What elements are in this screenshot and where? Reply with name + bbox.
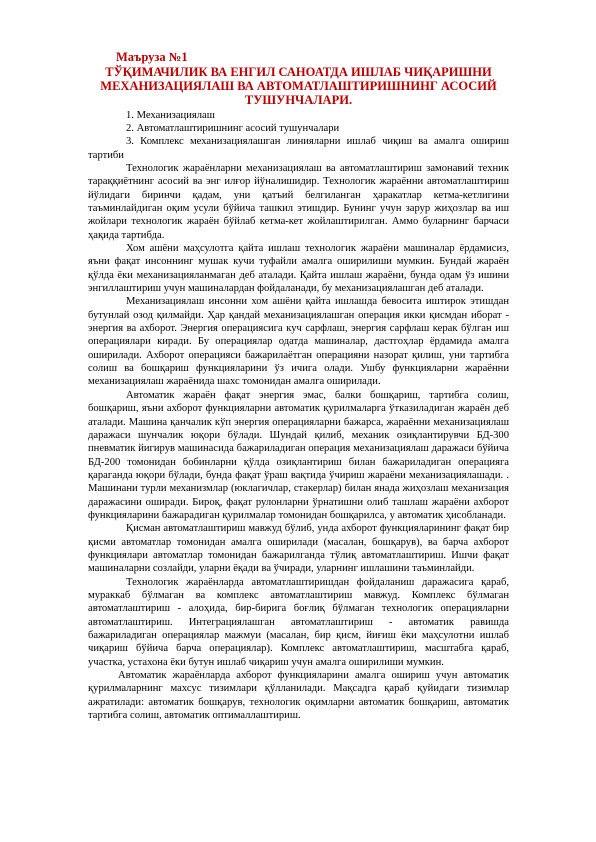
lecture-number: Маъруза №1 (116, 50, 188, 64)
lecture-title: ТЎҚИМАЧИЛИК ВА ЕНГИЛ САНОАТДА ИШЛАБ ЧИҚАРИШНИ МЕХАНИЗАЦИЯЛАШ ВА АВТОМАТЛАШТИРИШНИНГ АСОСИЙ ТУШУНЧАЛАРИ. (100, 65, 497, 108)
outline-item: 2. Автоматлаштиришнинг асосий тушунчалари (126, 122, 340, 134)
outline-item: 3. Комплекс механизациялашган линияларни ишлаб чиқиш ва амалга ошириш тартиби (88, 136, 509, 161)
paragraph: Автоматик жараёнларда ахборот функцияларини амалга ошириш учун автоматик қурилмаларнинг махсус тизимлари қўлланилади. Мақсадга қараб қуйидаги тизимлар ажратилади: автоматик бошқарув, технологик оқимларни автоматик бошқариш, автоматик тартибга солиш, автоматик оптималлаштириш. (88, 670, 509, 722)
document-page (88, 50, 509, 722)
paragraph: Автоматик жараён фақат энергия эмас, балки бошқариш, тартибга солиш, бошқариш, яъни ахборот функцияларни автоматик қурилмаларга ўтказиладиган жараён деб аталади. Машина қанчалик кўп энергия операцияларни бажарса, жараённи механизациялаш даражаси шунчалик юқори бўлади. Шундай қилиб, механик озиқлантирувчи БД-300 пневматик йигирув машинасида бажариладиган операция механизациялаш даражаси бўйича БД-200 томонидан бобинларни қўлда озиқлантириш билан бажариладиган операцияга қараганда юқори бўлади, бунда фақат ўраш вақтида ўчириш жараёни механизациялашади. . Машинани турли механизмлар (юклагичлар, стакерлар) билан янада жиҳозлаш механизация даражасини оширади. Бироқ, фақат рулонларни ўрнатишни олиб ташлаш жараёни ахборот функцияларини бажарадиган қурилмалар томонидан бошқарилса, у автоматик ҳисобланади. (88, 389, 509, 521)
paragraph: Хом ашёни маҳсулотга қайта ишлаш технологик жараёни машиналар ёрдамисиз, яъни фақат инсоннинг мушак кучи туфайли амалга оширилиши мумкин. Бундай жараён қўлда ёки механизацияланмаган деб аталади. Қайта ишлаш жараёни, бунда одам ўз ишини энгиллаштириш учун машиналардан фойдаланади, бу механизациялашган деб аталади. (88, 243, 509, 295)
paragraph: Механизациялаш инсонни хом ашёни қайта ишлашда бевосита иштирок этишдан бутунлай озод қилмайди. Ҳар қандай механизациялашган операция икки қисмдан иборат - энергия ва ахборот. Энергия операциясига куч сарфлаш, энергия сарфлаш керак бўлган иш операциялари киради. Бу операциялар одатда машиналар, дастгоҳлар ёрдамида амалга оширилади. Ахборот операцияси бажарилаётган операцияни назорат қилиш, уни тартибга солиш ва бошқариш функцияларини ўз ичига олади. Ушбу функцияларни жараённи механизациялаш жараёнида шахс томонидан амалга оширилади. (88, 296, 509, 388)
topic-outline (88, 109, 509, 162)
paragraph: Қисман автоматлаштириш мавжуд бўлиб, унда ахборот функцияларининг фақат бир қисми автоматлар томонидан амалга оширилади (масалан, бошқарув), ва барча ахборот функциялари автоматлар томонидан бажарилганда тўлиқ автоматлаштириш. Ишчи фақат машиналарни созлайди, уларни ёқади ва ўчиради, уларнинг ишлашини таъминлайди. (88, 523, 509, 575)
outline-item: 1. Механизациялаш (126, 109, 215, 121)
paragraph: Технологик жараёнларда автоматлаштиришдан фойдаланиш даражасига қараб, мураккаб бўлмаган ва комплекс автоматлаштириш мавжуд. Комплекс бўлмаган автоматлаштириш - алоҳида, бир-бирига боғлиқ бўлмаган технологик операцияларни автоматлаштириш. Интеграциялашган автоматлаштириш - автоматик равишда бажариладиган операциялар мажмуи (масалан, бир қисм, йиғиш ёки маҳсулотни ишлаб чиқариш бўйича барча операциялар). Комплекс автоматлаштириш, масштабга қараб, участка, устахона ёки бутун ишлаб чиқариш учун амалга оширилиши мумкин. (88, 576, 509, 668)
paragraph: Технологик жараёнларни механизациялаш ва автоматлаштириш замонавий техник тараққиётнинг асосий ва энг илғор йўналишидир. Технологик жараённи автоматлаштириш йўлидаги биринчи қадам, уни қатъий белгиланган ҳаракатлар кетма-кетлигини таъминлайдиган оқим усули бўйича ташкил этишдир. Бунинг учун зарур жиҳозлар ва иш жойлари технологик жараён бўйлаб кетма-кет жойлаштирилган. Аммо буларнинг барчаси ҳақида тартибда. (88, 162, 509, 241)
